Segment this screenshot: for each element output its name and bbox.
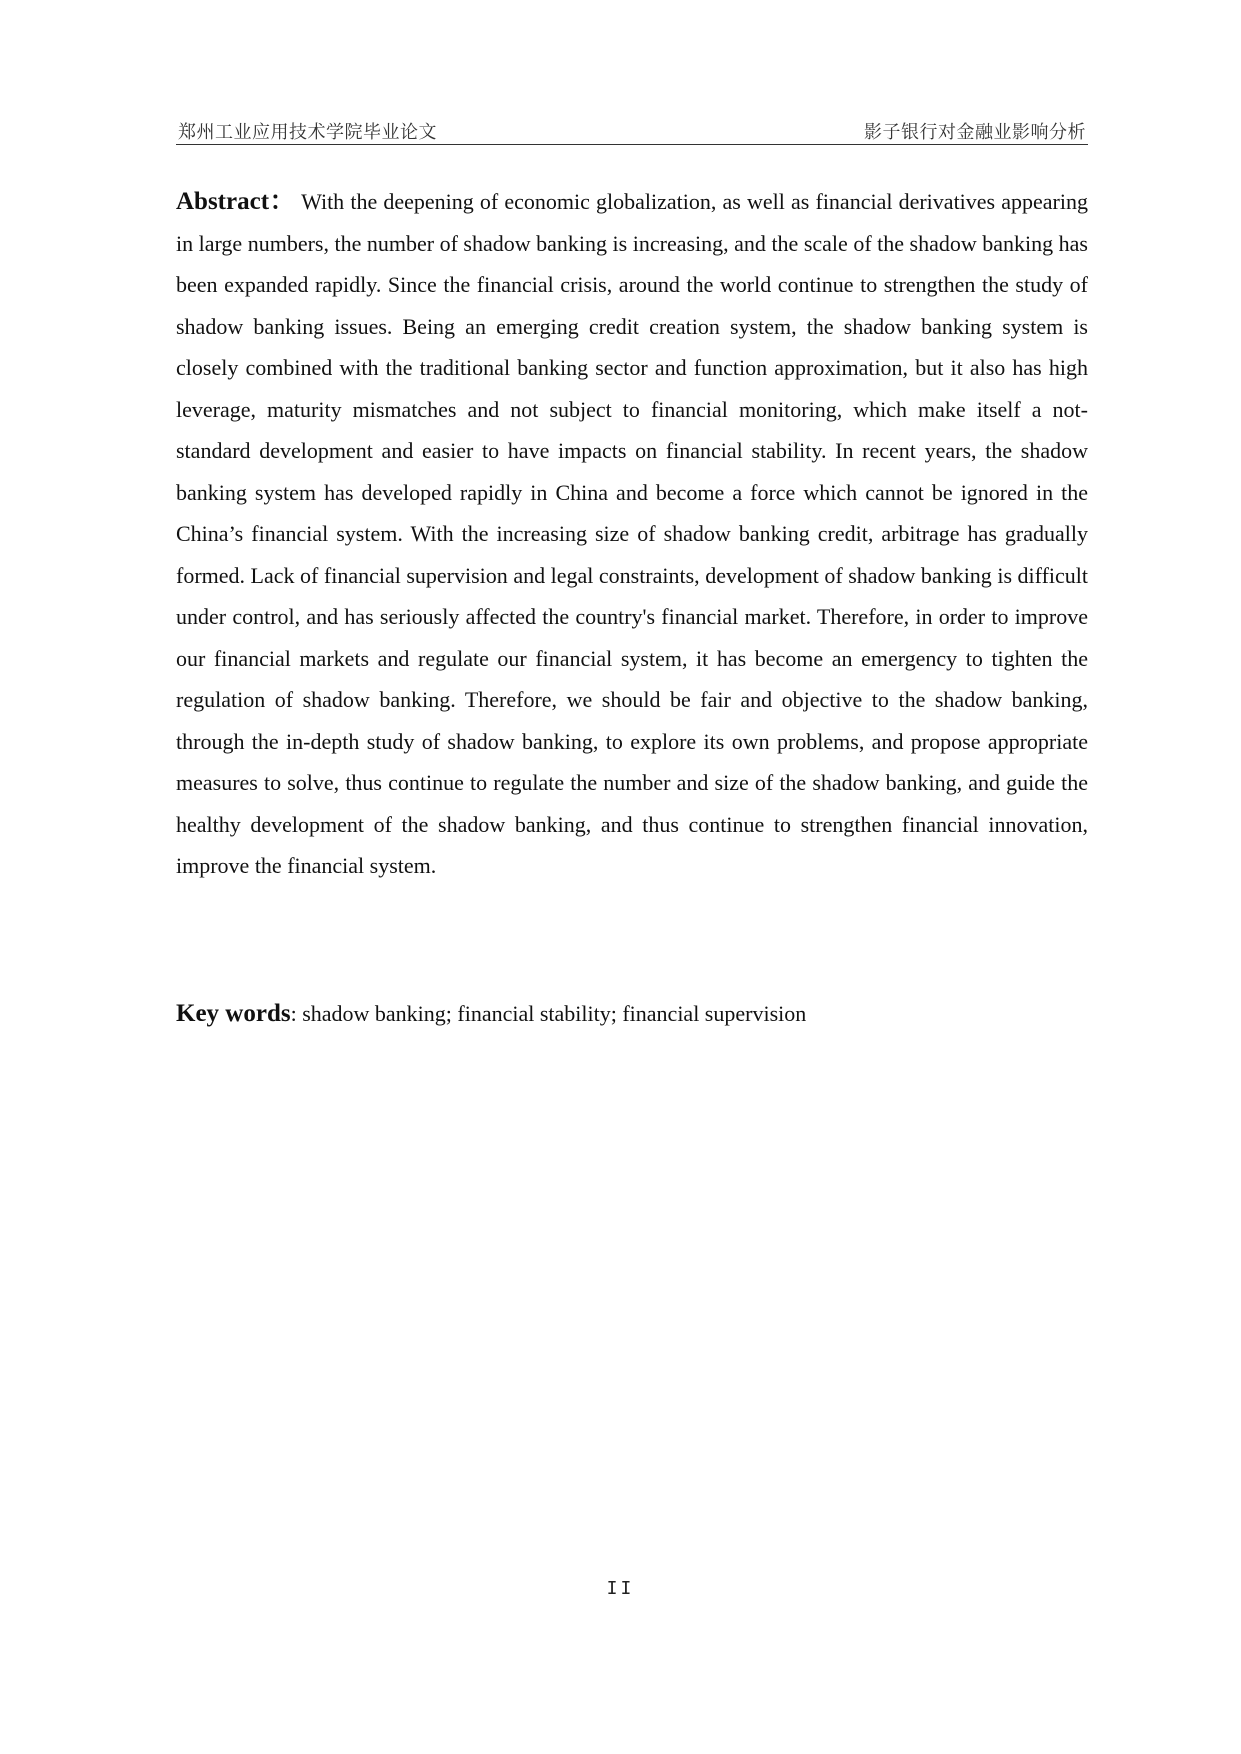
keywords-label: Key words — [176, 1000, 291, 1027]
keywords-text: : shadow banking; financial stability; financial supervision — [290, 1001, 807, 1026]
header-thesis-title: 影子银行对金融业影响分析 — [864, 122, 1086, 143]
page-number: II — [606, 1578, 635, 1599]
keywords-paragraph — [176, 998, 1088, 1030]
abstract-label: Abstract： — [176, 188, 296, 215]
abstract-text: With the deepening of economic globalization, as well as financial derivatives appearing in large numbers, the number of shadow banking is increasing, and the scale of the shadow banking has been expanded rapidly. Since the financial crisis, around the world continue to strengthen the study of shadow banking issues. Being an emerging credit creation system, the shadow banking system is closely combined with the traditional banking sector and function approximation, but it also has high leverage, maturity mismatches and not subject to financial monitoring, which make itself a not-standard development and easier to have impacts on financial stability. In recent years, the shadow banking system has developed rapidly in China and become a force which cannot be ignored in the China’s financial system. With the increasing size of shadow banking credit, arbitrage has gradually formed. Lack of financial supervision and legal constraints, development of shadow banking is difficult under control, and has seriously affected the country's financial market. Therefore, in order to improve our financial markets and regulate our financial system, it has become an emergency to tighten the regulation of shadow banking. Therefore, we should be fair and objective to the shadow banking, through the in-depth study of shadow banking, to explore its own problems, and propose appropriate measures to solve, thus continue to regulate the number and size of the shadow banking, and guide the healthy development of the shadow banking, and thus continue to strengthen financial innovation, improve the financial system. — [176, 189, 1088, 878]
header-institution-title: 郑州工业应用技术学院毕业论文 — [178, 122, 437, 143]
running-header — [176, 116, 1088, 145]
abstract-paragraph — [176, 181, 1088, 887]
